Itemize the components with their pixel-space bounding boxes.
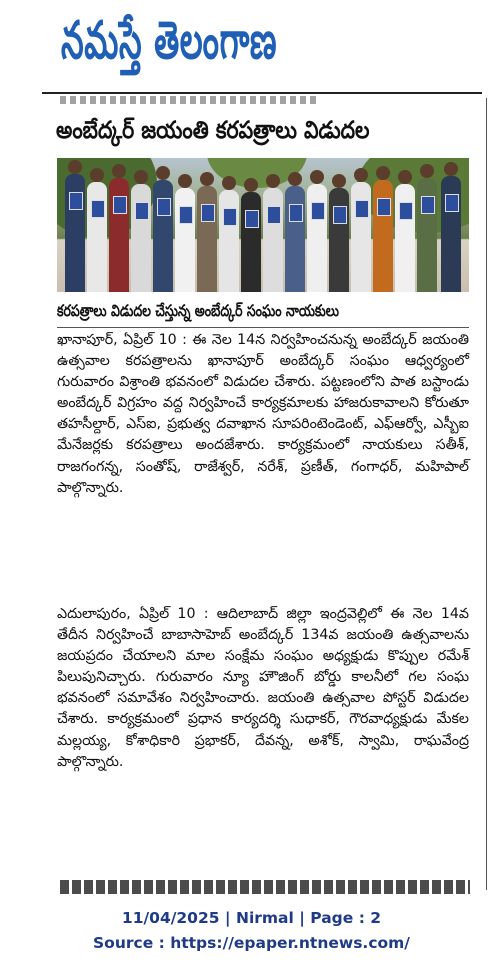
article-paragraph: ఎదులాపురం, ఏప్రిల్ 10 : ఆదిలాబాద్ జిల్లా ఇంద్రవెల్లిలో ఈ నెల 14వ తేదీన నిర్వహించే బాబాసాహెబ్ అంబేద్కర్ 134వ జయంతి ఉత్సవాలను జయప్రదం చేయాలని మాల సంక్షేమ సంఘం అధ్యక్షుడు కొప్పుల రమేశ్ పిలుపునిచ్చారు. గురువారం న్యూ హౌజింగ్ బోర్డు కాలనీలో గల సంఘ భవనంలో సమావేశం నిర్వహించారు. జయంతి ఉత్సవాల పోస్టర్ విడుదల చేశారు. కార్యక్రమంలో ప్రధాన కార్యదర్శి సుధాకర్, గౌరవాధ్యక్షుడు మేకల మల్లయ్య, కోశాధికారి ప్రభాకర్, దేవన్న, అశోక్, స్వామి, రాఘవేంద్ర పాల్గొన్నారు. — [57, 606, 469, 770]
article-headline: అంబేద్కర్ జయంతి కరపత్రాలు విడుదల — [56, 116, 370, 144]
cropped-text-fragment — [60, 96, 320, 104]
newspaper-clipping — [2, 0, 488, 905]
article-body-khanapur — [57, 330, 469, 499]
edition-dateline: 11/04/2025 | Nirmal | Page : 2 — [121, 909, 382, 927]
article-paragraph: ఖానాపూర్, ఏప్రిల్ 10 : ఈ నెల 14న నిర్వహించనున్న అంబేద్కర్ జయంతి ఉత్సవాల కరపత్రాలను ఖానాపూర్ అంబేద్కర్ సంఘం ఆధ్వర్యంలో గురువారం విశ్రాంతి భవనంలో విడుదల చేశారు. పట్టణంలోని పాత బస్టాండు అంబేద్కర్ విగ్రహం వద్ద నిర్వహించే కార్యక్రమాలకు హాజరుకావాలని కోరుతూ తహసీల్దార్, ఎస్ఐ, ప్రభుత్వ దవాఖాన సూపరింటెండెంట్, ఎఫ్ఆర్వో, ఎస్బీఐ మేనేజర్లకు కరపత్రాలు అందజేశారు. కార్యక్రమంలో నాయకులు సతీశ్, రాజగంగన్న, సంతోష్, రాజేశ్వర్, నరేశ్, ప్రణీత్, గంగాధర్, మహిపాల్ పాల్గొన్నారు. — [57, 332, 469, 496]
newspaper-masthead: నమస్తే తెలంగాణ — [61, 11, 278, 71]
article-photo — [57, 158, 469, 292]
article-body-edulapuram — [57, 604, 469, 773]
caption-rule — [57, 327, 469, 328]
column-divider — [486, 98, 487, 890]
source-link[interactable]: Source : https://epaper.ntnews.com/ — [93, 934, 410, 952]
photo-caption: కరపత్రాలు విడుదల చేస్తున్న అంబేద్కర్ సంఘం నాయకులు — [57, 301, 339, 320]
cropped-next-headline — [60, 880, 470, 894]
masthead-rule — [42, 92, 482, 94]
